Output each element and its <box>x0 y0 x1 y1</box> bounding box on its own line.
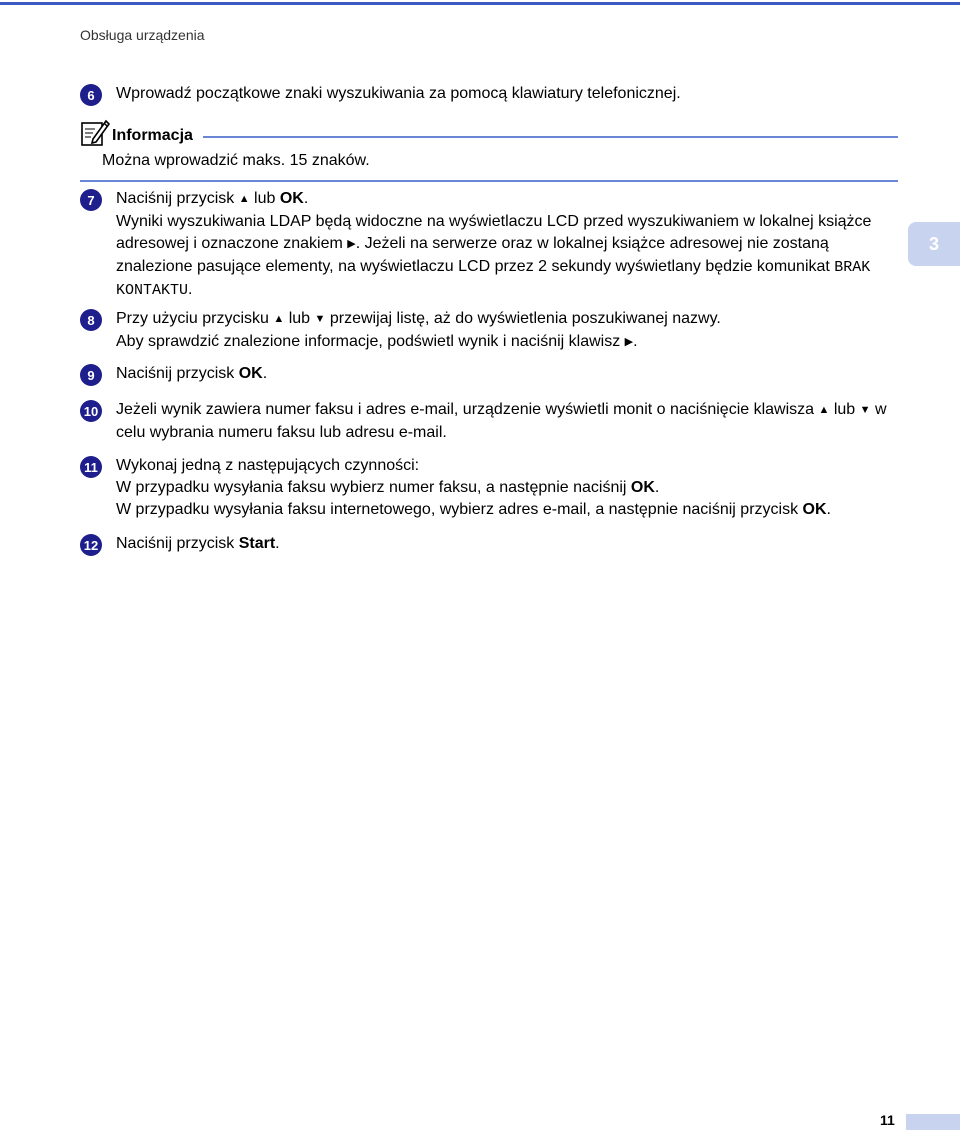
up-arrow-icon: ▲ <box>818 404 830 416</box>
step-6 <box>80 83 900 105</box>
step-11-line-1: Wykonaj jedną z następujących czynności: <box>116 457 420 474</box>
right-arrow-icon: ▶ <box>347 238 356 250</box>
step-number-12: 12 <box>80 534 102 556</box>
step-9 <box>80 363 900 385</box>
page-number-bar <box>906 1114 960 1130</box>
step-9-text: Naciśnij przycisk OK. <box>116 365 268 382</box>
up-arrow-icon: ▲ <box>273 313 285 325</box>
down-arrow-icon: ▼ <box>859 404 871 416</box>
note-title: Informacja <box>112 127 193 144</box>
step-number-11: 11 <box>80 456 102 478</box>
note-pencil-icon <box>80 117 110 147</box>
right-arrow-icon: ▶ <box>624 336 634 348</box>
down-arrow-icon: ▼ <box>314 313 326 325</box>
step-11-line-2: W przypadku wysyłania faksu wybierz numer faksu, a następnie naciśnij OK. <box>116 479 660 496</box>
step-11 <box>80 455 900 521</box>
chapter-tab: 3 <box>908 222 960 266</box>
start-key-label: Start <box>238 535 276 552</box>
ok-key-label: OK <box>802 501 827 518</box>
step-8-line-1: Przy użyciu przycisku ▲ lub ▼ przewijaj listę, aż do wyświetlenia poszukiwanej nazwy. <box>116 308 900 331</box>
page-number: 11 <box>880 1112 895 1128</box>
step-10 <box>80 399 900 444</box>
step-number-10: 10 <box>80 400 102 422</box>
step-11-line-3: W przypadku wysyłania faksu internetowego, wybierz adres e-mail, a następnie naciśnij przycisk OK. <box>116 501 831 518</box>
ok-key-label: OK <box>238 365 263 382</box>
step-6-text: Wprowadź początkowe znaki wyszukiwania za pomocą klawiatury telefonicznej. <box>116 85 681 102</box>
step-number-7: 7 <box>80 189 102 211</box>
note-rule-top <box>203 136 898 138</box>
ok-key-label: OK <box>279 190 304 207</box>
step-7-line-2: Wyniki wyszukiwania LDAP będą widoczne na wyświetlaczu LCD przed wyszukiwaniem w lokalnej książce adresowej i oznaczone znakiem ▶. Jeżeli na serwerze oraz w lokalnej książce adresowej nie zostaną znalezione pasujące elementy, na wyświetlaczu LCD przez 2 sekundy wyświetlany będzie komunikat BRAK KONTAKTU. <box>116 213 872 299</box>
note-text: Można wprowadzić maks. 15 znaków. <box>102 152 370 169</box>
step-12 <box>80 533 900 555</box>
step-12-text: Naciśnij przycisk Start. <box>116 535 280 552</box>
lcd-message: BRAK KONTAKTU <box>116 259 871 299</box>
step-10-text: Jeżeli wynik zawiera numer faksu i adres e-mail, urządzenie wyświetli monit o naciśnięcie klawisza ▲ lub ▼ w celu wybrania numeru faksu lub adresu e-mail. <box>116 401 887 441</box>
up-arrow-icon: ▲ <box>238 193 250 205</box>
step-7-line-1: Naciśnij przycisk ▲ lub OK. <box>116 188 900 211</box>
note-box <box>80 115 898 182</box>
step-8 <box>80 308 900 354</box>
step-number-8: 8 <box>80 309 102 331</box>
step-number-9: 9 <box>80 364 102 386</box>
ok-key-label: OK <box>630 479 655 496</box>
step-7 <box>80 188 900 302</box>
step-8-line-2: Aby sprawdzić znalezione informacje, podświetl wynik i naciśnij klawisz ▶. <box>116 331 900 354</box>
top-rule <box>0 2 960 5</box>
running-header: Obsługa urządzenia <box>80 27 205 43</box>
note-rule-bottom <box>80 180 898 182</box>
step-number-6: 6 <box>80 84 102 106</box>
